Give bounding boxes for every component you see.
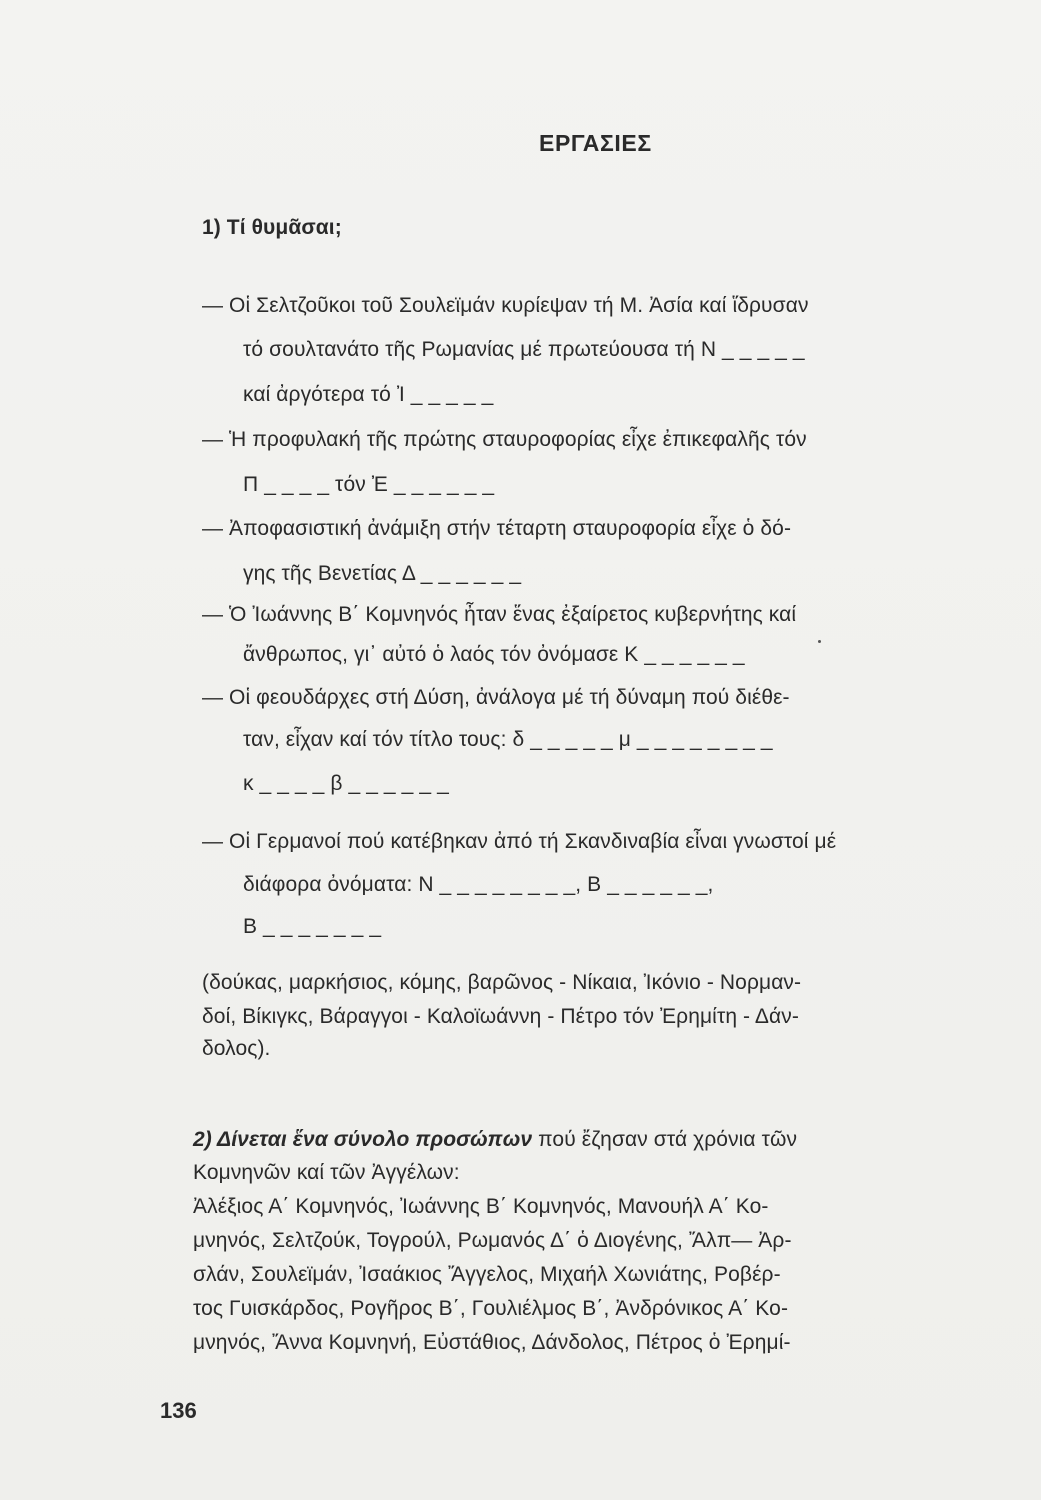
exercise-line: — Οἱ Γερμανοί πού κατέβηκαν ἀπό τή Σκανδιναβία εἶναι γνωστοί μέ (202, 830, 837, 853)
page-title: ΕΡΓΑΣΙΕΣ (539, 130, 652, 156)
section2-heading-bold: 2) Δίνεται ἕνα σύνολο προσώπων (193, 1128, 533, 1151)
person-list-line: μνηνός, Σελτζούκ, Τογρούλ, Ρωμανός Δ΄ ὁ Διογένης, Ἄλπ— Ἀρ- (193, 1229, 792, 1252)
section2-heading-rest: πού ἔζησαν στά χρόνια τῶν (532, 1128, 798, 1151)
exercise-line: Π _ _ _ _ τόν Ἐ _ _ _ _ _ _ (243, 473, 495, 496)
exercise-line: κ _ _ _ _ β _ _ _ _ _ _ (243, 772, 449, 795)
answer-line: δοί, Βίκιγκς, Βάραγγοι - Καλοϊωάννη - Πέτρο τόν Ἐρημίτη - Δάν- (202, 1005, 799, 1028)
exercise-line: — Ἡ προφυλακή τῆς πρώτης σταυροφορίας εἶχε ἐπικεφαλῆς τόν (202, 428, 807, 451)
ink-speck (818, 640, 821, 643)
exercise-line: τό σουλτανάτο τῆς Ρωμανίας μέ πρωτεύουσα τή Ν _ _ _ _ _ (243, 338, 805, 361)
person-list-line: σλάν, Σουλεϊμάν, Ἰσαάκιος Ἄγγελος, Μιχαήλ Χωνιάτης, Ροβέρ- (193, 1263, 781, 1286)
exercise-line: γης τῆς Βενετίας Δ _ _ _ _ _ _ (243, 562, 522, 585)
person-list-line: τος Γυισκάρδος, Ρογῆρος Β΄, Γουλιέλμος Β΄, Ἀνδρόνικος Α΄ Κο- (193, 1297, 789, 1320)
exercise-line: ἄνθρωπος, γι᾿ αὐτό ὁ λαός τόν ὀνόμασε Κ _ _ _ _ _ _ (243, 643, 745, 666)
exercise-line: — Ἀποφασιστική ἀνάμιξη στήν τέταρτη σταυροφορία εἶχε ὁ δό- (202, 517, 792, 540)
answer-line: (δούκας, μαρκήσιος, κόμης, βαρῶνος - Νίκαια, Ἰκόνιο - Νορμαν- (202, 971, 802, 994)
exercise-line: Β _ _ _ _ _ _ _ (243, 915, 382, 938)
section1-heading: 1) Τί θυμᾶσαι; (202, 216, 342, 239)
answer-line: δολος). (202, 1037, 271, 1060)
exercise-line: — Οἱ φεουδάρχες στή Δύση, ἀνάλογα μέ τή δύναμη πού διέθε- (202, 686, 790, 709)
person-list-line: μνηνός, Ἄννα Κομνηνή, Εὐστάθιος, Δάνδολος, Πέτρος ὁ Ἐρημί- (193, 1331, 791, 1354)
section2-heading (193, 1127, 797, 1153)
page-number: 136 (160, 1398, 197, 1423)
exercise-line: διάφορα ὀνόματα: Ν _ _ _ _ _ _ _ _, Β _ _ _ _ _ _, (243, 873, 714, 896)
exercise-line: — Οἱ Σελτζοῦκοι τοῦ Σουλεϊμάν κυρίεψαν τή Μ. Ἀσία καί ἵδρυσαν (202, 294, 809, 317)
exercise-line: ταν, εἶχαν καί τόν τίτλο τους: δ _ _ _ _ _ μ _ _ _ _ _ _ _ _ (243, 728, 773, 751)
exercise-line: — Ὁ Ἰωάννης Β΄ Κομνηνός ἦταν ἕνας ἐξαίρετος κυβερνήτης καί (202, 603, 797, 626)
person-list-line: Κομνηνῶν καί τῶν Ἀγγέλων: (193, 1161, 460, 1184)
person-list-line: Ἀλέξιος Α΄ Κομνηνός, Ἰωάννης Β΄ Κομνηνός, Μανουήλ Α΄ Κο- (193, 1195, 769, 1218)
exercise-line: καί ἀργότερα τό Ἰ _ _ _ _ _ (243, 383, 494, 406)
